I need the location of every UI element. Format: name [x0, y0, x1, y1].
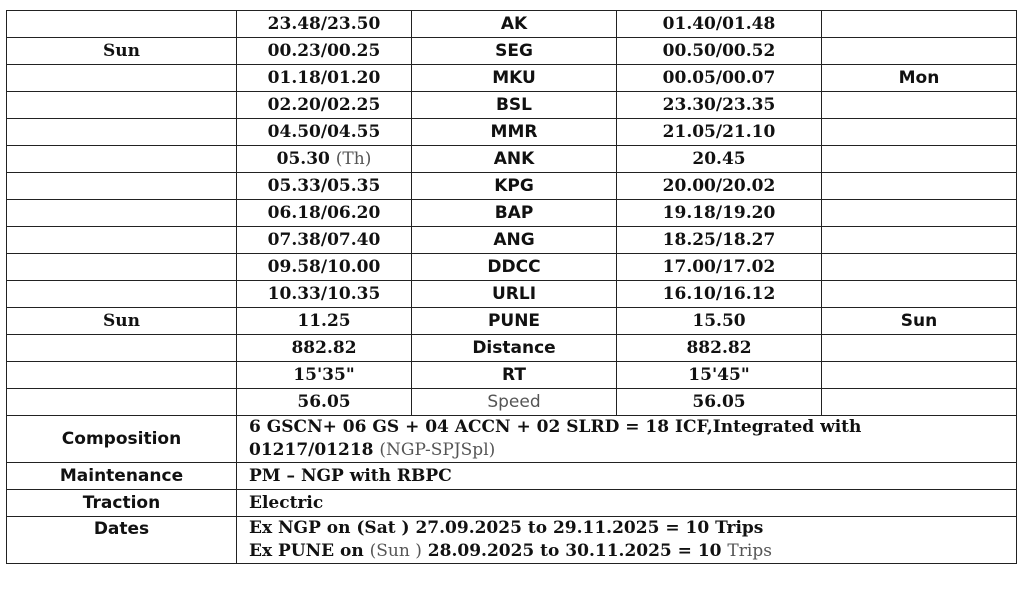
dates-line-1: Ex NGP on (Sat ) 27.09.2025 to 29.11.2025 = 10 Trips: [249, 518, 764, 538]
up-time-cell: 00.50/00.52: [617, 38, 822, 65]
up-time-cell: 882.82: [617, 335, 822, 362]
down-time-cell: [237, 146, 412, 173]
down-time: 15'35": [293, 365, 355, 385]
up-time-cell: 18.25/18.27: [617, 227, 822, 254]
station-cell: ANK: [412, 146, 617, 173]
right-day-cell: [822, 11, 1017, 38]
timetable-row: [7, 92, 1017, 119]
dates-value: [237, 517, 1017, 564]
composition-train-name: (NGP-SPJSpl): [379, 440, 496, 460]
maintenance-label: Maintenance: [7, 463, 237, 490]
left-day-cell: Sun: [7, 308, 237, 335]
composition-label: Composition: [7, 416, 237, 463]
left-day-cell: [7, 11, 237, 38]
up-time-cell: 56.05: [617, 389, 822, 416]
up-time-cell: 15'45": [617, 362, 822, 389]
left-day-cell: [7, 65, 237, 92]
timetable-row: [7, 11, 1017, 38]
right-day-cell: [822, 38, 1017, 65]
station-cell: MMR: [412, 119, 617, 146]
right-day-cell: [822, 254, 1017, 281]
left-day-cell: [7, 254, 237, 281]
station-cell: RT: [412, 362, 617, 389]
station-cell: ANG: [412, 227, 617, 254]
dates-label: Dates: [7, 517, 237, 564]
up-time-cell: 20.45: [617, 146, 822, 173]
down-time: 56.05: [297, 392, 351, 412]
down-time-cell: [237, 200, 412, 227]
right-day-cell: [822, 173, 1017, 200]
down-time: 05.33/05.35: [267, 176, 381, 196]
dates-line-2: [249, 540, 1012, 563]
station-cell: URLI: [412, 281, 617, 308]
composition-line-1: 6 GSCN+ 06 GS + 04 ACCN + 02 SLRD = 18 ICF,Integrated with: [249, 417, 862, 437]
station-cell: BAP: [412, 200, 617, 227]
traction-row: [7, 490, 1017, 517]
composition-row: [7, 416, 1017, 463]
down-time: 05.30: [276, 149, 330, 169]
down-time: 01.18/01.20: [267, 68, 381, 88]
left-day-cell: [7, 227, 237, 254]
left-day-cell: [7, 119, 237, 146]
traction-value: Electric: [237, 490, 1017, 517]
down-time-cell: [237, 308, 412, 335]
station-cell: AK: [412, 11, 617, 38]
down-time: 882.82: [291, 338, 357, 358]
down-time-cell: [237, 119, 412, 146]
timetable-row: [7, 308, 1017, 335]
down-time: 02.20/02.25: [267, 95, 381, 115]
station-cell: DDCC: [412, 254, 617, 281]
left-day-cell: [7, 92, 237, 119]
station-cell: Speed: [412, 389, 617, 416]
down-time: 09.58/10.00: [267, 257, 381, 277]
down-time: 11.25: [297, 311, 351, 331]
timetable-row: [7, 146, 1017, 173]
up-time-cell: 16.10/16.12: [617, 281, 822, 308]
up-time-cell: 19.18/19.20: [617, 200, 822, 227]
up-time-cell: 01.40/01.48: [617, 11, 822, 38]
right-day-cell: [822, 227, 1017, 254]
station-cell: BSL: [412, 92, 617, 119]
timetable-body: [7, 11, 1017, 416]
composition-value: [237, 416, 1017, 463]
left-day-cell: Sun: [7, 38, 237, 65]
up-time-cell: 15.50: [617, 308, 822, 335]
details-body: [7, 416, 1017, 564]
dates-line-2-day: (Sun ): [369, 541, 422, 561]
down-time: 10.33/10.35: [267, 284, 381, 304]
down-time-cell: [237, 11, 412, 38]
down-time-cell: [237, 281, 412, 308]
left-day-cell: [7, 200, 237, 227]
station-cell: MKU: [412, 65, 617, 92]
down-time-cell: [237, 254, 412, 281]
down-time-cell: [237, 335, 412, 362]
composition-line-2: [249, 439, 1012, 462]
timetable-row: [7, 119, 1017, 146]
right-day-cell: [822, 389, 1017, 416]
right-day-cell: [822, 119, 1017, 146]
timetable-row: [7, 38, 1017, 65]
left-day-cell: [7, 173, 237, 200]
timetable-row: [7, 335, 1017, 362]
right-day-cell: [822, 281, 1017, 308]
down-time-cell: [237, 65, 412, 92]
dates-line-2-trips: Trips: [727, 541, 772, 561]
station-cell: Distance: [412, 335, 617, 362]
down-time-cell: [237, 362, 412, 389]
composition-train-numbers: 01217/01218: [249, 440, 374, 460]
station-cell: SEG: [412, 38, 617, 65]
timetable-row: [7, 281, 1017, 308]
timetable-table: [6, 10, 1017, 564]
dates-row: [7, 517, 1017, 564]
right-day-cell: Sun: [822, 308, 1017, 335]
down-time-cell: [237, 173, 412, 200]
left-day-cell: [7, 281, 237, 308]
timetable-row: [7, 200, 1017, 227]
station-cell: KPG: [412, 173, 617, 200]
timetable-row: [7, 254, 1017, 281]
maintenance-row: [7, 463, 1017, 490]
maintenance-value: PM – NGP with RBPC: [237, 463, 1017, 490]
right-day-cell: [822, 362, 1017, 389]
left-day-cell: [7, 389, 237, 416]
timetable-row: [7, 65, 1017, 92]
left-day-cell: [7, 146, 237, 173]
down-time-cell: [237, 92, 412, 119]
up-time-cell: 23.30/23.35: [617, 92, 822, 119]
dates-line-2-origin: Ex PUNE on: [249, 541, 364, 561]
timetable-row: [7, 389, 1017, 416]
down-time-note: (Th): [335, 149, 372, 169]
up-time-cell: 17.00/17.02: [617, 254, 822, 281]
timetable-sheet: [6, 10, 1016, 564]
left-day-cell: [7, 335, 237, 362]
down-time: 23.48/23.50: [267, 14, 381, 34]
right-day-cell: [822, 92, 1017, 119]
dates-line-2-range: 28.09.2025 to 30.11.2025 = 10: [427, 541, 722, 561]
right-day-cell: [822, 335, 1017, 362]
timetable-row: [7, 362, 1017, 389]
left-day-cell: [7, 362, 237, 389]
down-time: 04.50/04.55: [267, 122, 381, 142]
down-time: 07.38/07.40: [267, 230, 381, 250]
up-time-cell: 21.05/21.10: [617, 119, 822, 146]
down-time: 00.23/00.25: [267, 41, 381, 61]
right-day-cell: [822, 146, 1017, 173]
down-time-cell: [237, 38, 412, 65]
down-time: 06.18/06.20: [267, 203, 381, 223]
station-cell: PUNE: [412, 308, 617, 335]
timetable-row: [7, 227, 1017, 254]
up-time-cell: 20.00/20.02: [617, 173, 822, 200]
down-time-cell: [237, 227, 412, 254]
up-time-cell: 00.05/00.07: [617, 65, 822, 92]
right-day-cell: [822, 200, 1017, 227]
timetable-row: [7, 173, 1017, 200]
right-day-cell: Mon: [822, 65, 1017, 92]
down-time-cell: [237, 389, 412, 416]
traction-label: Traction: [7, 490, 237, 517]
